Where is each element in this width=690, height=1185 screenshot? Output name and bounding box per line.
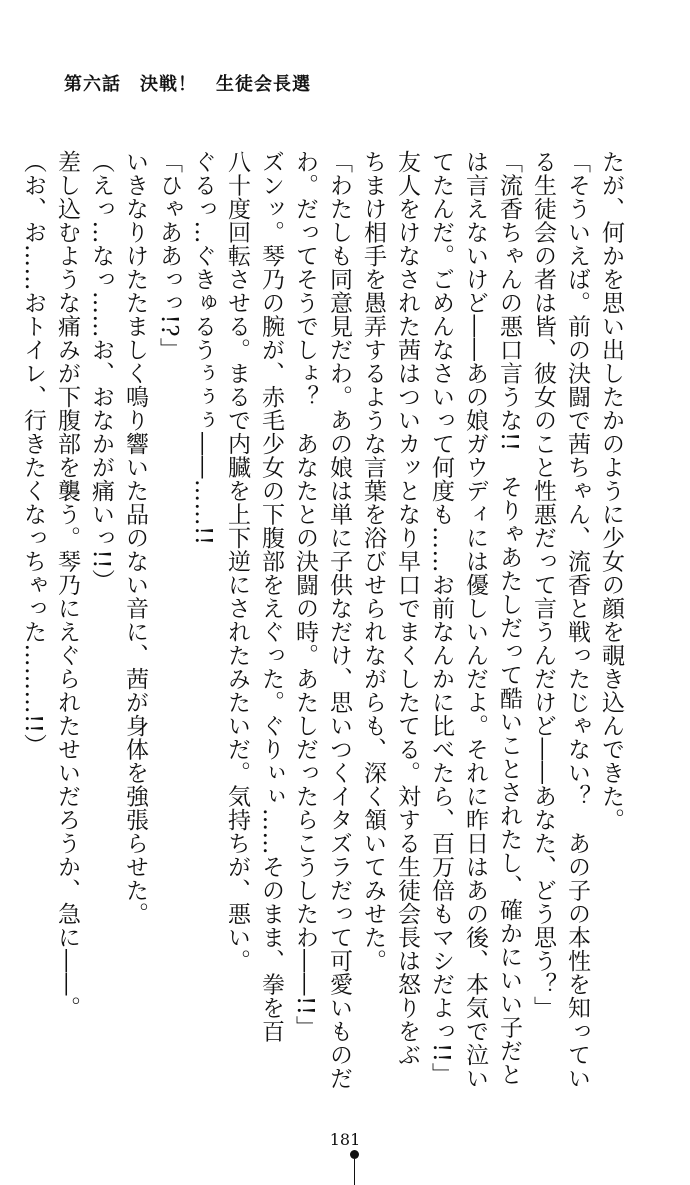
text-line: たが、何かを思い出したかのように少女の顔を覗き込んできた。: [598, 150, 624, 832]
text-line: 差し込むような痛みが下腹部を襲う。琴乃にえぐられたせいだろうか、急に――。: [54, 150, 80, 1020]
text-line: ぐるっ…ぐきゅるうぅぅぅ――……!!: [190, 150, 216, 546]
text-line: 「ひゃああっっ!?」: [156, 150, 182, 361]
text-line: る生徒会の者は皆、彼女のこと性悪だって言うんだけど――あなた、どう思う？」: [530, 150, 556, 1020]
text-line: ちまけ相手を愚弄するような言葉を浴びせられながらも、深く頷いてみせた。: [360, 150, 386, 973]
text-line: わ。だってそうでしょ？ あなたとの決闘の時。あたしだったらこうしたわ――!!」: [292, 150, 318, 1039]
text-line: （えっ…なっ……お、おなかが痛いっ!!）: [88, 150, 114, 593]
body-text: [20, 150, 628, 1090]
folio-stem: [354, 1159, 355, 1185]
text-line: 八十度回転させる。まるで内臓を上下逆にされたみたいだ。気持ちが、悪い。: [224, 150, 250, 973]
text-line: は言えないけど――あの娘ガウディには優しいんだよ。それに昨日はあの後、本気で泣い: [462, 150, 488, 1090]
running-head: 第六話 決戦！ 生徒会長選: [64, 74, 311, 95]
folio-dot: [350, 1150, 359, 1159]
text-line: ズンッ。琴乃の腕が、赤毛少女の下腹部をえぐった。ぐりぃぃ……そのまま、拳を百: [258, 150, 284, 1043]
folio-ornament: [349, 1150, 361, 1185]
text-line: 「流香ちゃんの悪口言うな!! そりゃあたしだって酷いことされたし、確かにいい子だと: [496, 150, 522, 1086]
text-line: （お、お……おトイレ、行きたくなっちゃった………!!）: [20, 150, 46, 757]
text-line: 友人をけなされた茜はついカッとなり早口でまくしたてる。対する生徒会長は怒りをぶ: [394, 150, 420, 1067]
text-line: 「わたしも同意見だわ。あの娘は単に子供なだけ、思いつくイタズラだって可愛いものだ: [326, 150, 352, 1090]
page-number: 181: [329, 1130, 361, 1149]
text-line: てたんだ。ごめんなさいって何度も……お前なんかに比べたら、百万倍もマシだよっ!!」: [428, 150, 454, 1086]
text-line: いきなりけたたましく鳴り響いた品のない音に、茜が身体を強張らせた。: [122, 150, 148, 926]
text-line: 「そういえば。前の決闘で茜ちゃん、流香と戦ったじゃない？ あの子の本性を知ってい: [564, 150, 590, 1090]
